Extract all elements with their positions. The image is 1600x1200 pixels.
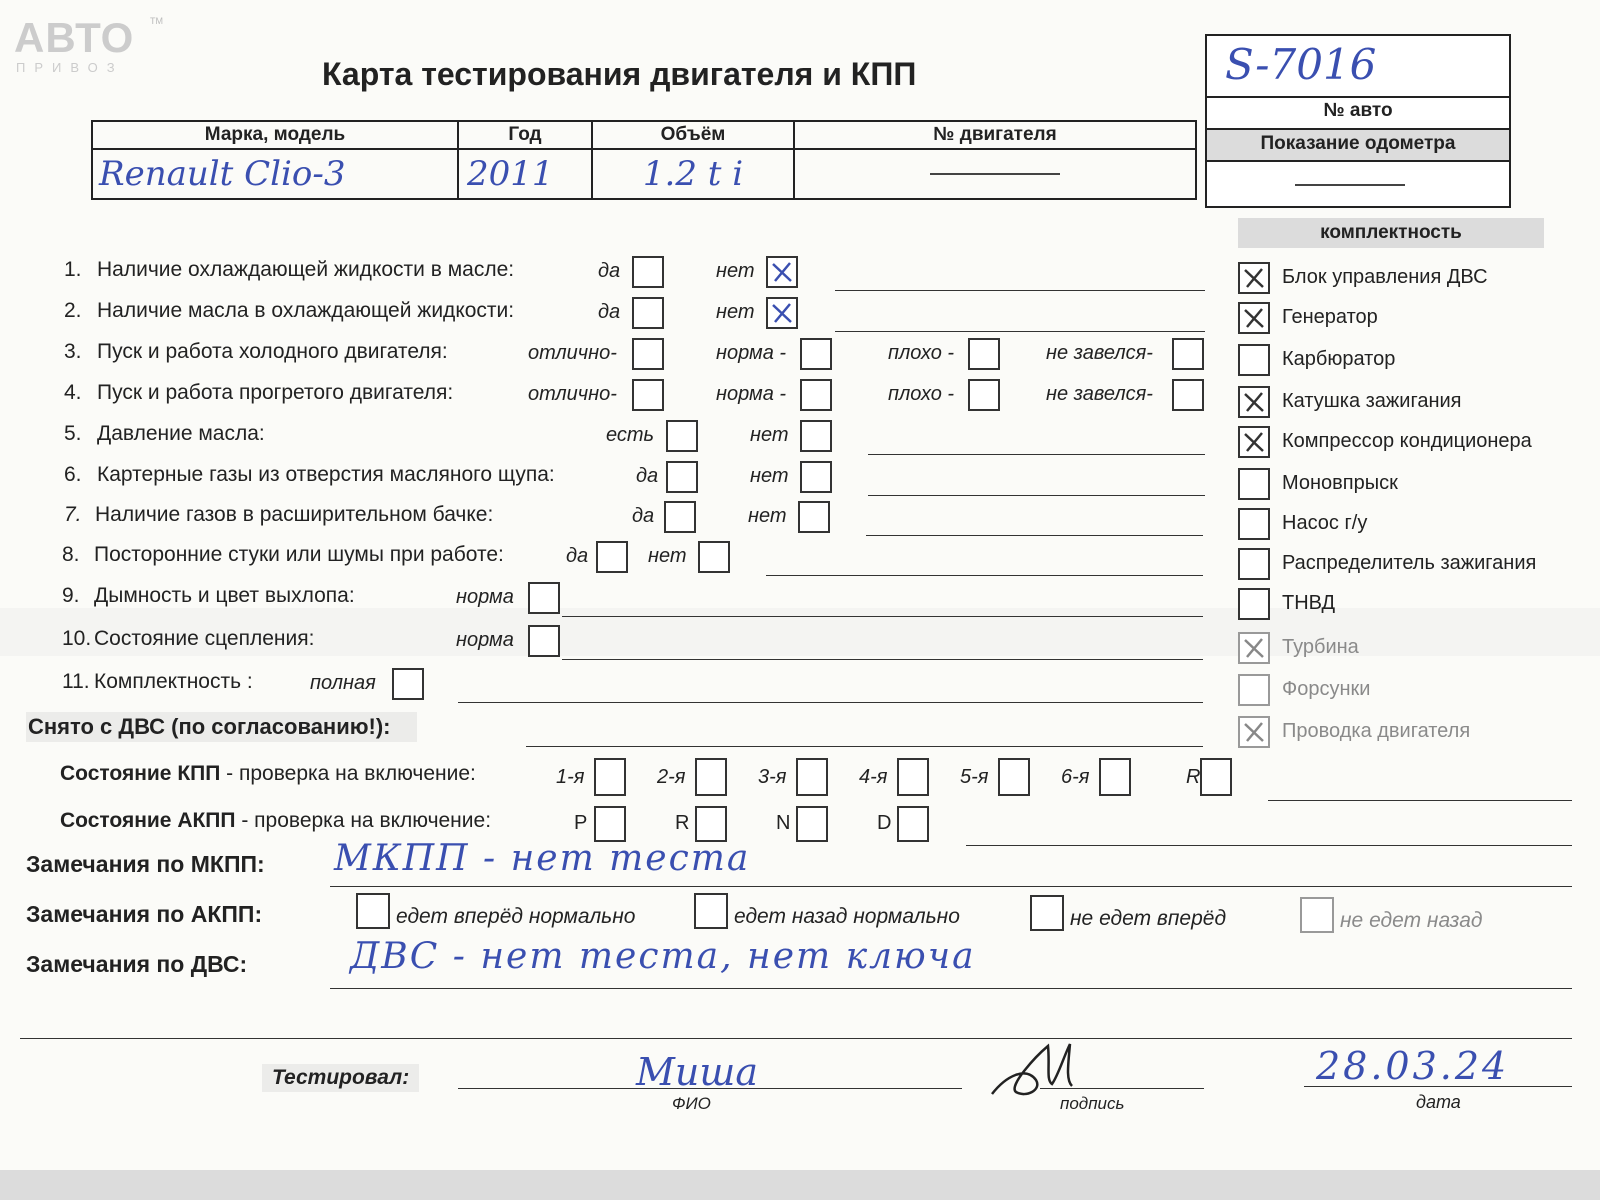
q6-opt1-label: да bbox=[636, 465, 659, 487]
year-value: 2011 bbox=[458, 149, 592, 199]
q7-opt1-label: да bbox=[632, 505, 655, 527]
q1-opt2-label: нет bbox=[716, 260, 755, 282]
q9-text: Дымность и цвет выхлопа: bbox=[94, 584, 355, 607]
q2-opt2-label: нет bbox=[716, 301, 755, 323]
completeness-checkbox[interactable] bbox=[1238, 468, 1270, 500]
q10-line bbox=[562, 659, 1203, 660]
akpp-opt-no-back: не едет назад bbox=[1340, 909, 1483, 932]
akpp-mode-label: N bbox=[776, 812, 791, 834]
fio-caption: ФИО bbox=[672, 1094, 711, 1113]
q11-line bbox=[458, 702, 1203, 703]
removed-label: Снято с ДВС (по согласованию!): bbox=[26, 712, 417, 742]
q2-opt1-label: да bbox=[598, 301, 621, 323]
x-mark-icon bbox=[1242, 390, 1266, 414]
q3-num: 3. bbox=[64, 340, 82, 363]
completeness-checkbox[interactable] bbox=[1238, 426, 1270, 458]
kpp-gear-label: R bbox=[1186, 766, 1201, 788]
x-mark-icon bbox=[1242, 720, 1266, 744]
q7-yes-checkbox[interactable] bbox=[664, 501, 696, 533]
fio-line bbox=[458, 1088, 962, 1089]
x-mark-icon bbox=[770, 260, 794, 284]
completeness-item-label: Карбюратор bbox=[1282, 348, 1396, 370]
completeness-item-label: Проводка двигателя bbox=[1282, 720, 1471, 742]
make-label: Марка, модель bbox=[92, 121, 458, 149]
volume-value: 1.2 t i bbox=[592, 149, 794, 199]
odometer-dash bbox=[1295, 184, 1405, 186]
q4-nostart-checkbox[interactable] bbox=[1172, 379, 1204, 411]
odometer-label: Показание одометра bbox=[1207, 128, 1509, 162]
remarks-mkpp-label: Замечания по МКПП: bbox=[26, 851, 265, 877]
q7-text: Наличие газов в расширительном бачке: bbox=[95, 503, 494, 526]
kpp-gear-checkbox[interactable] bbox=[897, 758, 929, 796]
kpp-gear-checkbox[interactable] bbox=[1099, 758, 1131, 796]
q3-nostart-checkbox[interactable] bbox=[1172, 338, 1204, 370]
q8-opt2-label: нет bbox=[648, 545, 687, 567]
q2-no-checkbox[interactable] bbox=[766, 297, 798, 329]
q6-num: 6. bbox=[64, 463, 82, 486]
q4-opt-bad: плохо - bbox=[888, 383, 955, 405]
q7-opt2-label: нет bbox=[748, 505, 787, 527]
kpp-label-bold: Состояние КПП bbox=[60, 762, 221, 785]
date-line bbox=[1304, 1086, 1572, 1087]
q4-opt-excellent: отлично- bbox=[528, 383, 617, 405]
akpp-mode-checkbox[interactable] bbox=[594, 806, 626, 842]
q5-no-checkbox[interactable] bbox=[800, 420, 832, 452]
q1-yes-checkbox[interactable] bbox=[632, 256, 664, 288]
q9-num: 9. bbox=[62, 584, 80, 607]
x-mark-icon bbox=[1242, 430, 1266, 454]
q10-text: Состояние сцепления: bbox=[94, 627, 315, 650]
q8-yes-checkbox[interactable] bbox=[596, 541, 628, 573]
q11-num: 11. bbox=[62, 670, 90, 693]
q1-line bbox=[835, 290, 1205, 291]
akpp-no-back-checkbox[interactable] bbox=[1300, 897, 1334, 933]
q8-text: Посторонние стуки или шумы при работе: bbox=[94, 543, 504, 566]
date-caption: дата bbox=[1416, 1092, 1461, 1112]
logo-tm: TM bbox=[150, 16, 163, 26]
akpp-label-bold: Состояние АКПП bbox=[60, 809, 236, 832]
completeness-checkbox[interactable] bbox=[1238, 588, 1270, 620]
q4-text: Пуск и работа прогретого двигателя: bbox=[97, 381, 454, 404]
logo bbox=[14, 14, 163, 75]
q2-line bbox=[835, 331, 1205, 332]
completeness-item-label: Форсунки bbox=[1282, 678, 1371, 700]
completeness-title: комплектность bbox=[1238, 218, 1544, 248]
q6-yes-checkbox[interactable] bbox=[666, 461, 698, 493]
completeness-checkbox[interactable] bbox=[1238, 262, 1270, 294]
kpp-gear-label: 4-я bbox=[859, 766, 888, 788]
completeness-checkbox[interactable] bbox=[1238, 302, 1270, 334]
engine-no-value bbox=[794, 149, 1196, 199]
kpp-label-rest: - проверка на включение: bbox=[220, 762, 476, 785]
akpp-no-fwd-checkbox[interactable] bbox=[1030, 895, 1064, 931]
q2-yes-checkbox[interactable] bbox=[632, 297, 664, 329]
q5-num: 5. bbox=[64, 422, 82, 445]
q9-line bbox=[562, 616, 1203, 617]
q3-bad-checkbox[interactable] bbox=[968, 338, 1000, 370]
kpp-gear-label: 6-я bbox=[1061, 766, 1090, 788]
q4-num: 4. bbox=[64, 381, 82, 404]
akpp-mode-label: D bbox=[877, 812, 892, 834]
completeness-item-label: Моновпрыск bbox=[1282, 472, 1398, 494]
year-label: Год bbox=[458, 121, 592, 149]
completeness-checkbox[interactable] bbox=[1238, 674, 1270, 706]
kpp-line bbox=[1268, 800, 1572, 801]
completeness-item-label: ТНВД bbox=[1282, 592, 1336, 614]
logo-sub: ПРИВОЗ bbox=[16, 60, 124, 75]
q4-opt-normal: норма - bbox=[716, 383, 787, 405]
completeness-checkbox[interactable] bbox=[1238, 386, 1270, 418]
q1-no-checkbox[interactable] bbox=[766, 256, 798, 288]
q4-opt-nostart: не завелся- bbox=[1046, 383, 1153, 405]
remarks-dvs-value: ДВС - нет теста, нет ключа bbox=[350, 936, 976, 977]
volume-label: Объём bbox=[592, 121, 794, 149]
completeness-item-label: Катушка зажигания bbox=[1282, 390, 1462, 412]
akpp-mode-label: R bbox=[675, 812, 690, 834]
q3-opt-excellent: отлично- bbox=[528, 342, 617, 364]
q4-bad-checkbox[interactable] bbox=[968, 379, 1000, 411]
q3-text: Пуск и работа холодного двигателя: bbox=[97, 340, 448, 363]
date-value: 28.03.24 bbox=[1316, 1044, 1510, 1088]
akpp-fwd-ok-checkbox[interactable] bbox=[356, 893, 390, 929]
kpp-gear-label: 5-я bbox=[960, 766, 989, 788]
q6-no-checkbox[interactable] bbox=[800, 461, 832, 493]
q1-opt1-label: да bbox=[598, 260, 621, 282]
q8-line bbox=[766, 575, 1203, 576]
q8-opt1-label: да bbox=[566, 545, 589, 567]
q8-num: 8. bbox=[62, 543, 80, 566]
fio-value: Миша bbox=[636, 1050, 759, 1094]
removed-line bbox=[526, 746, 1203, 747]
remarks-akpp-label: Замечания по АКПП: bbox=[26, 901, 263, 927]
q7-line bbox=[866, 535, 1203, 536]
header-table bbox=[91, 120, 1197, 200]
signature bbox=[986, 1036, 1096, 1102]
tested-label: Тестировал: bbox=[262, 1064, 419, 1092]
q11-text: Комплектность : bbox=[94, 670, 253, 693]
form-id: S-7016 bbox=[1225, 40, 1377, 89]
q5-opt1-label: есть bbox=[606, 424, 655, 446]
completeness-item-label: Турбина bbox=[1282, 636, 1359, 658]
q6-text: Картерные газы из отверстия масляного щупа: bbox=[97, 463, 555, 486]
remarks-mkpp-line bbox=[330, 886, 1572, 887]
kpp-gear-checkbox[interactable] bbox=[695, 758, 727, 796]
separator-line bbox=[20, 1038, 1572, 1039]
q6-opt2-label: нет bbox=[750, 465, 789, 487]
q4-excellent-checkbox[interactable] bbox=[632, 379, 664, 411]
q3-excellent-checkbox[interactable] bbox=[632, 338, 664, 370]
q3-opt-nostart: не завелся- bbox=[1046, 342, 1153, 364]
sign-line bbox=[1040, 1088, 1204, 1089]
q8-no-checkbox[interactable] bbox=[698, 541, 730, 573]
completeness-checkbox[interactable] bbox=[1238, 508, 1270, 540]
q5-opt2-label: нет bbox=[750, 424, 789, 446]
completeness-item-label: Блок управления ДВС bbox=[1282, 266, 1488, 288]
akpp-mode-checkbox[interactable] bbox=[796, 806, 828, 842]
kpp-gear-checkbox[interactable] bbox=[594, 758, 626, 796]
q4-normal-checkbox[interactable] bbox=[800, 379, 832, 411]
kpp-label bbox=[60, 762, 476, 786]
akpp-back-ok-checkbox[interactable] bbox=[694, 893, 728, 929]
remarks-mkpp-value: МКПП - нет теста bbox=[334, 838, 751, 879]
kpp-gear-label: 3-я bbox=[758, 766, 787, 788]
q1-text: Наличие охлаждающей жидкости в масле: bbox=[97, 258, 515, 281]
q9-opt1-label: норма bbox=[456, 586, 514, 608]
akpp-label bbox=[60, 809, 491, 833]
akpp-opt-fwd-ok: едет вперёд нормально bbox=[396, 905, 636, 928]
x-mark-icon bbox=[1242, 266, 1266, 290]
q3-opt-bad: плохо - bbox=[888, 342, 955, 364]
akpp-mode-checkbox[interactable] bbox=[897, 806, 929, 842]
q5-yes-checkbox[interactable] bbox=[666, 420, 698, 452]
completeness-checkbox[interactable] bbox=[1238, 344, 1270, 376]
completeness-checkbox[interactable] bbox=[1238, 716, 1270, 748]
q5-line bbox=[868, 454, 1205, 455]
q11-opt1-label: полная bbox=[310, 672, 376, 694]
right-header-block bbox=[1205, 34, 1511, 208]
q7-no-checkbox[interactable] bbox=[798, 501, 830, 533]
bottom-edge bbox=[0, 1170, 1600, 1200]
q2-num: 2. bbox=[64, 299, 82, 322]
completeness-item-label: Генератор bbox=[1282, 306, 1378, 328]
q7-num: 7. bbox=[64, 503, 82, 526]
page-title: Карта тестирования двигателя и КПП bbox=[322, 56, 917, 92]
kpp-gear-label: 2-я bbox=[657, 766, 686, 788]
completeness-checkbox[interactable] bbox=[1238, 548, 1270, 580]
q10-num: 10. bbox=[62, 627, 92, 650]
akpp-label-rest: - проверка на включение: bbox=[235, 809, 492, 832]
sign-caption: подпись bbox=[1060, 1094, 1125, 1113]
x-mark-icon bbox=[770, 301, 794, 325]
x-mark-icon bbox=[1242, 636, 1266, 660]
q3-opt-normal: норма - bbox=[716, 342, 787, 364]
x-mark-icon bbox=[1242, 306, 1266, 330]
q3-normal-checkbox[interactable] bbox=[800, 338, 832, 370]
q2-text: Наличие масла в охлаждающей жидкости: bbox=[97, 299, 515, 322]
kpp-gear-checkbox[interactable] bbox=[1200, 758, 1232, 796]
kpp-gear-checkbox[interactable] bbox=[796, 758, 828, 796]
logo-brand: АВТО bbox=[14, 14, 135, 61]
completeness-checkbox[interactable] bbox=[1238, 632, 1270, 664]
remarks-dvs-label: Замечания по ДВС: bbox=[26, 951, 248, 977]
akpp-mode-checkbox[interactable] bbox=[695, 806, 727, 842]
q10-opt1-label: норма bbox=[456, 629, 514, 651]
kpp-gear-checkbox[interactable] bbox=[998, 758, 1030, 796]
q11-full-checkbox[interactable] bbox=[392, 668, 424, 700]
q5-text: Давление масла: bbox=[97, 422, 265, 445]
engine-no-label: № двигателя bbox=[794, 121, 1196, 149]
kpp-gear-label: 1-я bbox=[556, 766, 585, 788]
car-no-label: № авто bbox=[1207, 96, 1509, 122]
completeness-item-label: Распределитель зажигания bbox=[1282, 552, 1537, 574]
akpp-opt-back-ok: едет назад нормально bbox=[734, 905, 960, 928]
completeness-item-label: Компрессор кондиционера bbox=[1282, 430, 1532, 452]
q6-line bbox=[868, 495, 1205, 496]
akpp-mode-label: P bbox=[574, 812, 588, 834]
akpp-line bbox=[966, 845, 1572, 846]
q10-normal-checkbox[interactable] bbox=[528, 625, 560, 657]
q9-normal-checkbox[interactable] bbox=[528, 582, 560, 614]
q1-num: 1. bbox=[64, 258, 82, 281]
completeness-item-label: Насос г/у bbox=[1282, 512, 1368, 534]
remarks-dvs-line bbox=[330, 988, 1572, 989]
akpp-opt-no-fwd: не едет вперёд bbox=[1070, 907, 1227, 930]
make-value: Renault Clio-3 bbox=[92, 149, 458, 199]
